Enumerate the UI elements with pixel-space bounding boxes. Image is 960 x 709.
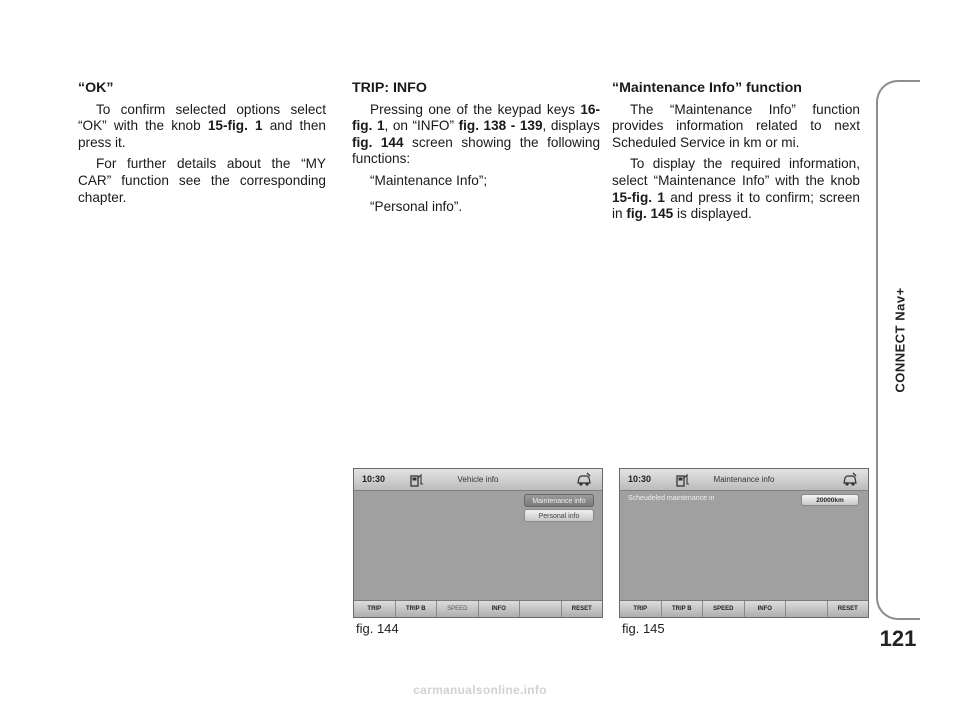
info-button[interactable]: INFO — [479, 601, 521, 617]
list-item: “Personal info”. — [370, 198, 463, 214]
clock: 10:30 — [362, 474, 386, 484]
empty-button[interactable] — [786, 601, 828, 617]
figure-reference: fig. 144 — [352, 134, 404, 150]
paragraph — [352, 102, 600, 168]
maintenance-row-label: Scheudeled maintenance in — [628, 495, 715, 502]
empty-button[interactable] — [520, 601, 562, 617]
reset-button[interactable]: RESET — [571, 606, 592, 612]
figure-reference: 15-fig. 1 — [207, 118, 263, 134]
screen-title: Vehicle info — [457, 475, 499, 484]
screen-header — [620, 469, 868, 491]
paragraph: The “Maintenance Info” function provides information related to next Scheduled Service in km or mi. — [612, 101, 860, 150]
screen-button-bar — [354, 600, 602, 617]
speed-button[interactable]: SPEED — [703, 601, 745, 617]
car-service-icon — [576, 472, 592, 487]
figure-caption-144: fig. 144 — [356, 621, 399, 636]
paragraph — [78, 102, 326, 152]
text-run: and then press it. — [78, 118, 326, 150]
trip-button[interactable]: TRIP — [354, 601, 396, 617]
clock: 10:30 — [628, 474, 652, 484]
speed-button[interactable]: SPEED — [437, 601, 479, 617]
car-service-icon — [842, 472, 858, 487]
menu-option-personal-info[interactable]: Personal info — [524, 509, 594, 522]
figure-reference: fig. 138 - 139 — [458, 118, 543, 134]
text-run: To confirm selected options select “OK” with the knob — [78, 101, 326, 134]
watermark: carmanualsonline.info — [413, 683, 547, 697]
section-heading-ok: “OK” — [78, 80, 114, 96]
text-run: is displayed. — [673, 206, 752, 222]
figure-reference: fig. 145 — [626, 206, 674, 222]
text-column-ok — [78, 80, 326, 211]
screen-button-bar — [620, 600, 868, 617]
paragraph — [612, 156, 860, 222]
figure-reference: 15-fig. 1 — [612, 189, 665, 205]
text-run: To display the required information, select “Maintenance Info” with the knob — [612, 156, 860, 188]
text-run: screen showing the following functions: — [352, 134, 600, 167]
text-run: and press it to confirm; screen in — [612, 189, 860, 222]
figure-145-screen — [619, 468, 869, 618]
page-number: 121 — [879, 626, 917, 651]
section-heading-maintenance-info: “Maintenance Info” function — [612, 80, 802, 96]
section-heading-trip-info: TRIP: INFO — [352, 80, 427, 96]
screen-title: Maintenance info — [713, 475, 775, 484]
text-column-trip-info — [352, 80, 600, 224]
text-run: , displays — [542, 118, 600, 134]
trip-b-button[interactable]: TRIP B — [396, 601, 438, 617]
trip-button[interactable]: TRIP — [620, 601, 662, 617]
chapter-title: CONNECT Nav+ — [892, 287, 908, 393]
screen-header — [354, 469, 602, 491]
figure-caption-145: fig. 145 — [622, 621, 665, 636]
figure-reference: 16-fig. 1 — [352, 101, 600, 134]
maintenance-value: 20000km — [801, 494, 859, 506]
reset-button[interactable]: RESET — [837, 606, 858, 612]
menu-option-maintenance-info[interactable]: Maintenance info — [524, 494, 594, 507]
text-run: , on “INFO” — [384, 118, 459, 134]
trip-b-button[interactable]: TRIP B — [662, 601, 704, 617]
figure-144-screen — [353, 468, 603, 618]
text-run: Pressing one of the keypad keys — [370, 101, 581, 117]
text-column-maintenance-info — [612, 80, 860, 228]
info-button[interactable]: INFO — [745, 601, 787, 617]
paragraph: For further details about the “MY CAR” function see the corresponding chapter. — [78, 156, 326, 205]
list-item: “Maintenance Info”; — [370, 172, 488, 188]
